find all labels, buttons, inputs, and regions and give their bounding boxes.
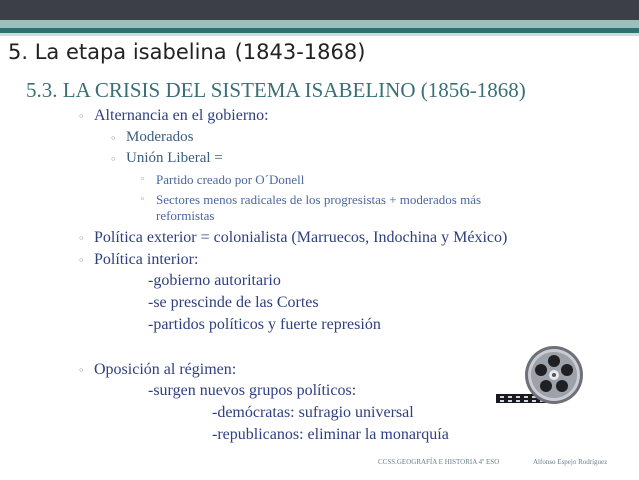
item-gobierno-autoritario: -gobierno autoritario [148, 272, 281, 289]
header-dark-bar [0, 0, 639, 20]
item-sectores-line1: Sectores menos radicales de los progresistas + moderados más [156, 192, 482, 207]
footer-course: CCSS.GEOGRAFÍA E HISTORIA 4º ESO [378, 458, 500, 466]
item-politica-interior: Política interior: [94, 251, 199, 268]
title-text: 5. La etapa isabelina [8, 40, 227, 64]
bullet-marker: ◦ [78, 254, 85, 267]
bullet-marker: ◦ [140, 175, 146, 185]
bullet-marker: ◦ [110, 153, 117, 166]
bullet-marker: ◦ [78, 110, 85, 123]
item-politica-exterior: Política exterior = colonialista (Marruecos, Indochina y México) [94, 229, 508, 246]
item-moderados: Moderados [126, 129, 194, 145]
title-years: (1843-1868) [234, 40, 366, 64]
item-democratas: -demócratas: sufragio universal [212, 404, 414, 421]
item-republicanos: -republicanos: eliminar la monarquía [212, 426, 449, 443]
item-sectores-line2: reformistas [156, 208, 215, 223]
slide-subtitle: 5.3. LA CRISIS DEL SISTEMA ISABELINO (1856-1868) [26, 78, 526, 102]
item-oposicion: Oposición al régimen: [94, 361, 237, 378]
footer-author: Alfonso Espejo Rodríguez [533, 458, 608, 466]
bullet-marker: ◦ [78, 232, 85, 245]
slide-title [8, 40, 365, 64]
bullet-marker: ◦ [140, 195, 146, 205]
bullet-marker: ◦ [110, 132, 117, 145]
header-stripe-light [0, 20, 639, 28]
item-partidos: -partidos políticos y fuerte represión [148, 316, 381, 333]
film-reel-icon [494, 345, 586, 407]
item-nuevos-grupos: -surgen nuevos grupos políticos: [148, 382, 357, 399]
item-alternancia: Alternancia en el gobierno: [94, 107, 269, 124]
item-cortes: -se prescinde de las Cortes [148, 294, 319, 311]
bullet-marker: ◦ [78, 364, 85, 377]
item-partido-creado: Partido creado por O´Donell [156, 172, 305, 187]
header-stripe-pale [0, 33, 639, 36]
item-union-liberal: Unión Liberal = [126, 150, 223, 166]
